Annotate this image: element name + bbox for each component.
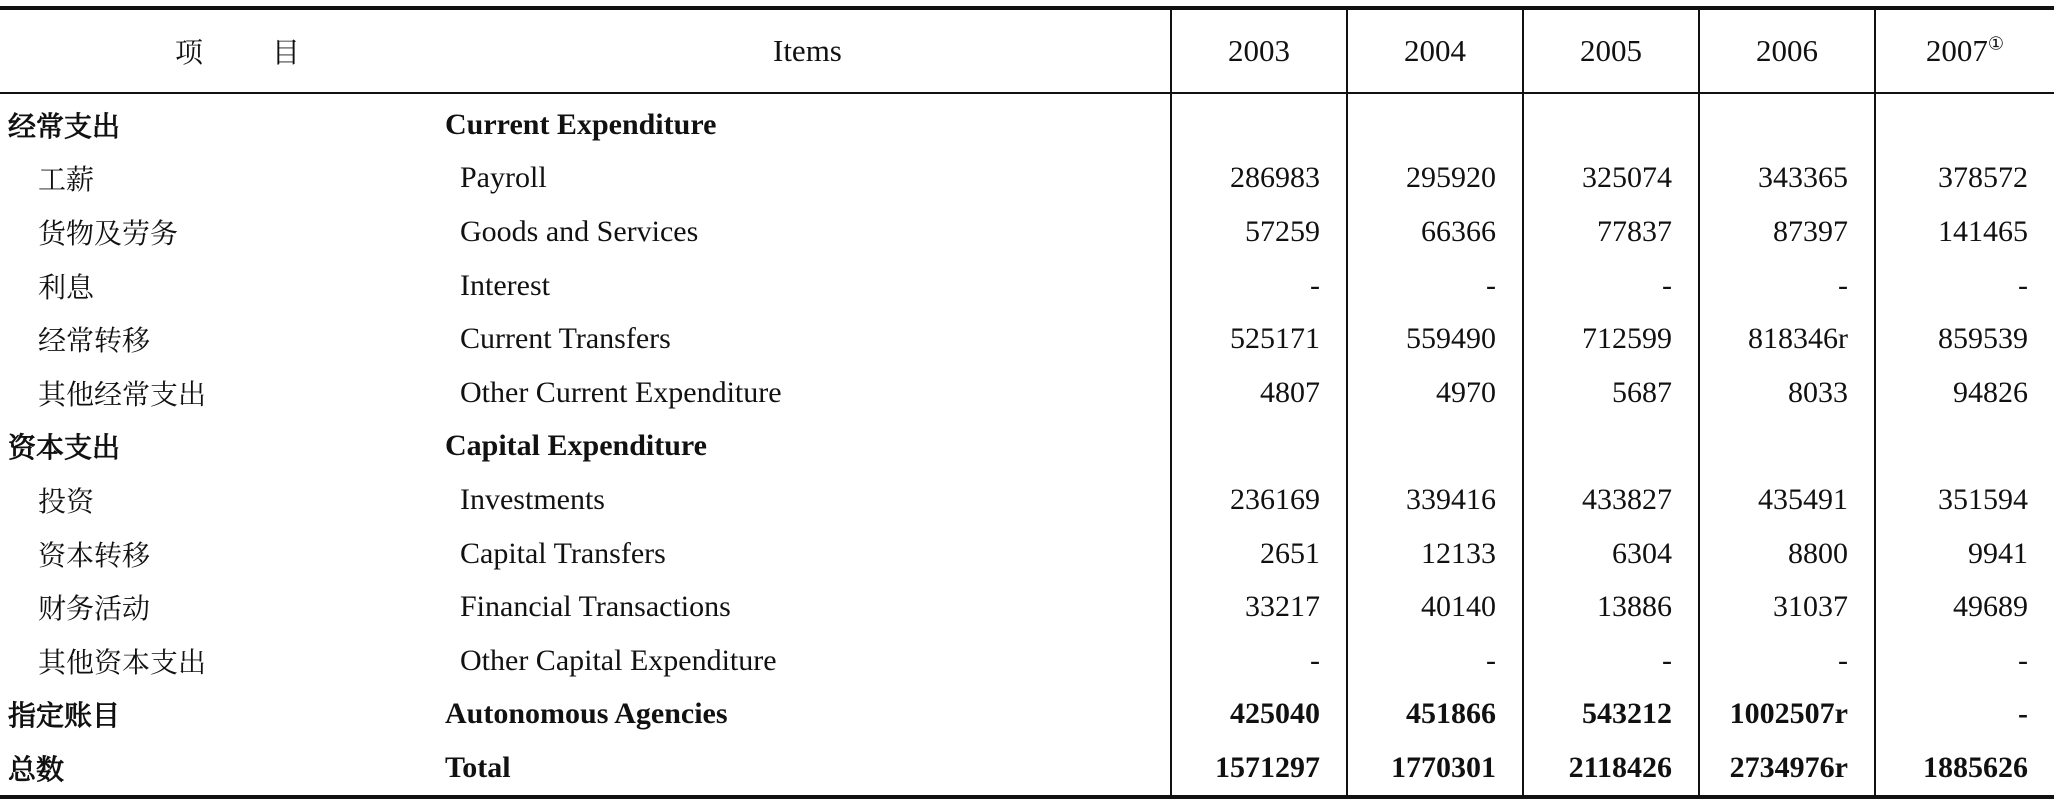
value-cell-2006: 87397 xyxy=(1699,205,1875,259)
header-year-2004: 2004 xyxy=(1347,8,1523,93)
item-label-en: Other Current Expenditure xyxy=(460,375,782,409)
value-cell-2005: 543212 xyxy=(1523,688,1699,742)
table-header xyxy=(0,8,2054,93)
value-cell-2004: 40140 xyxy=(1347,580,1523,634)
item-label-cn: 经常支出 xyxy=(8,109,121,143)
value-cell-2003: - xyxy=(1171,259,1347,313)
value-cell-2006: 343365 xyxy=(1699,152,1875,206)
value-cell-2005: 325074 xyxy=(1523,152,1699,206)
table-row xyxy=(0,580,2054,634)
item-label-cn: 工薪 xyxy=(38,163,95,197)
value-cell-2003: 286983 xyxy=(1171,152,1347,206)
expenditure-table xyxy=(0,6,2054,799)
value-cell-2004: 1770301 xyxy=(1347,741,1523,797)
item-label-en: Total xyxy=(445,750,511,784)
value-cell-2007: 378572 xyxy=(1875,152,2054,206)
value-cell-2003: 425040 xyxy=(1171,688,1347,742)
value-cell-2005: 6304 xyxy=(1523,527,1699,581)
value-cell-2007: 9941 xyxy=(1875,527,2054,581)
value-cell-2003: 33217 xyxy=(1171,580,1347,634)
value-cell-2005: 5687 xyxy=(1523,366,1699,420)
value-cell-2004: 12133 xyxy=(1347,527,1523,581)
value-cell-2005: 13886 xyxy=(1523,580,1699,634)
value-cell-2006: - xyxy=(1699,634,1875,688)
value-cell-2005: 2118426 xyxy=(1523,741,1699,797)
value-cell-2004: 339416 xyxy=(1347,473,1523,527)
value-cell-2004: - xyxy=(1347,259,1523,313)
value-cell-2007: 1885626 xyxy=(1875,741,2054,797)
table-row xyxy=(0,420,2054,474)
table-row xyxy=(0,205,2054,259)
table-row xyxy=(0,741,2054,797)
item-label-en: Payroll xyxy=(460,161,547,195)
value-cell-2007: 141465 xyxy=(1875,205,2054,259)
value-cell-2003 xyxy=(1171,93,1347,152)
value-cell-2007: - xyxy=(1875,259,2054,313)
value-cell-2005 xyxy=(1523,93,1699,152)
value-cell-2004: 4970 xyxy=(1347,366,1523,420)
value-cell-2005: 433827 xyxy=(1523,473,1699,527)
table-row xyxy=(0,634,2054,688)
item-label-en: Capital Expenditure xyxy=(445,429,707,463)
value-cell-2006: 8033 xyxy=(1699,366,1875,420)
item-label-cn: 投资 xyxy=(38,484,95,518)
value-cell-2007: 49689 xyxy=(1875,580,2054,634)
value-cell-2005: - xyxy=(1523,259,1699,313)
table-row xyxy=(0,93,2054,152)
item-label-cn: 其他资本支出 xyxy=(38,645,207,679)
item-label-en: Current Transfers xyxy=(460,322,671,356)
item-label-en: Autonomous Agencies xyxy=(445,697,728,731)
table-row xyxy=(0,312,2054,366)
header-year-2005: 2005 xyxy=(1523,8,1699,93)
table-body xyxy=(0,93,2054,797)
header-year-2007-label: 2007 xyxy=(1925,33,1988,68)
item-label-cn: 指定账目 xyxy=(8,699,121,733)
value-cell-2005: 77837 xyxy=(1523,205,1699,259)
value-cell-2004: 451866 xyxy=(1347,688,1523,742)
item-label-en: Current Expenditure xyxy=(445,107,717,141)
value-cell-2006: 435491 xyxy=(1699,473,1875,527)
value-cell-2006: 818346r xyxy=(1699,312,1875,366)
item-label-cn: 总数 xyxy=(8,752,65,786)
item-label-cn: 资本支出 xyxy=(8,431,121,465)
value-cell-2006: 31037 xyxy=(1699,580,1875,634)
header-year-2003: 2003 xyxy=(1171,8,1347,93)
value-cell-2004: 66366 xyxy=(1347,205,1523,259)
item-label-en: Investments xyxy=(460,482,605,516)
value-cell-2003: 525171 xyxy=(1171,312,1347,366)
value-cell-2006: - xyxy=(1699,259,1875,313)
header-items-en: Items xyxy=(430,8,1171,93)
value-cell-2006: 8800 xyxy=(1699,527,1875,581)
value-cell-2003: 57259 xyxy=(1171,205,1347,259)
value-cell-2005: - xyxy=(1523,634,1699,688)
header-year-2007 xyxy=(1875,8,2054,93)
value-cell-2007: 859539 xyxy=(1875,312,2054,366)
value-cell-2007 xyxy=(1875,93,2054,152)
item-label-cn: 其他经常支出 xyxy=(38,377,207,411)
value-cell-2004 xyxy=(1347,420,1523,474)
value-cell-2006: 1002507r xyxy=(1699,688,1875,742)
item-label-cn: 货物及劳务 xyxy=(38,216,179,250)
value-cell-2003: - xyxy=(1171,634,1347,688)
value-cell-2004: - xyxy=(1347,634,1523,688)
header-items-cn: 项 目 xyxy=(0,8,430,93)
value-cell-2004: 295920 xyxy=(1347,152,1523,206)
value-cell-2005: 712599 xyxy=(1523,312,1699,366)
value-cell-2006 xyxy=(1699,420,1875,474)
table-row xyxy=(0,473,2054,527)
table-row xyxy=(0,366,2054,420)
table-row xyxy=(0,688,2054,742)
value-cell-2007: 94826 xyxy=(1875,366,2054,420)
value-cell-2003: 4807 xyxy=(1171,366,1347,420)
item-label-cn: 财务活动 xyxy=(38,592,151,626)
item-label-en: Capital Transfers xyxy=(460,536,666,570)
value-cell-2003: 236169 xyxy=(1171,473,1347,527)
value-cell-2007: - xyxy=(1875,688,2054,742)
item-label-cn: 利息 xyxy=(38,270,95,304)
item-label-en: Goods and Services xyxy=(460,214,699,248)
value-cell-2004 xyxy=(1347,93,1523,152)
header-row xyxy=(0,8,2054,93)
table-row xyxy=(0,259,2054,313)
value-cell-2003: 1571297 xyxy=(1171,741,1347,797)
value-cell-2003: 2651 xyxy=(1171,527,1347,581)
value-cell-2006 xyxy=(1699,93,1875,152)
item-label-en: Financial Transactions xyxy=(460,590,731,624)
table-row xyxy=(0,152,2054,206)
value-cell-2007: 351594 xyxy=(1875,473,2054,527)
footnote-mark: ① xyxy=(1987,33,2005,54)
value-cell-2005 xyxy=(1523,420,1699,474)
table-row xyxy=(0,527,2054,581)
value-cell-2003 xyxy=(1171,420,1347,474)
item-label-cn: 资本转移 xyxy=(38,538,151,572)
value-cell-2007 xyxy=(1875,420,2054,474)
value-cell-2006: 2734976r xyxy=(1699,741,1875,797)
header-year-2006: 2006 xyxy=(1699,8,1875,93)
value-cell-2007: - xyxy=(1875,634,2054,688)
item-label-en: Other Capital Expenditure xyxy=(460,643,777,677)
value-cell-2004: 559490 xyxy=(1347,312,1523,366)
item-label-en: Interest xyxy=(460,268,550,302)
item-label-cn: 经常转移 xyxy=(38,324,151,358)
